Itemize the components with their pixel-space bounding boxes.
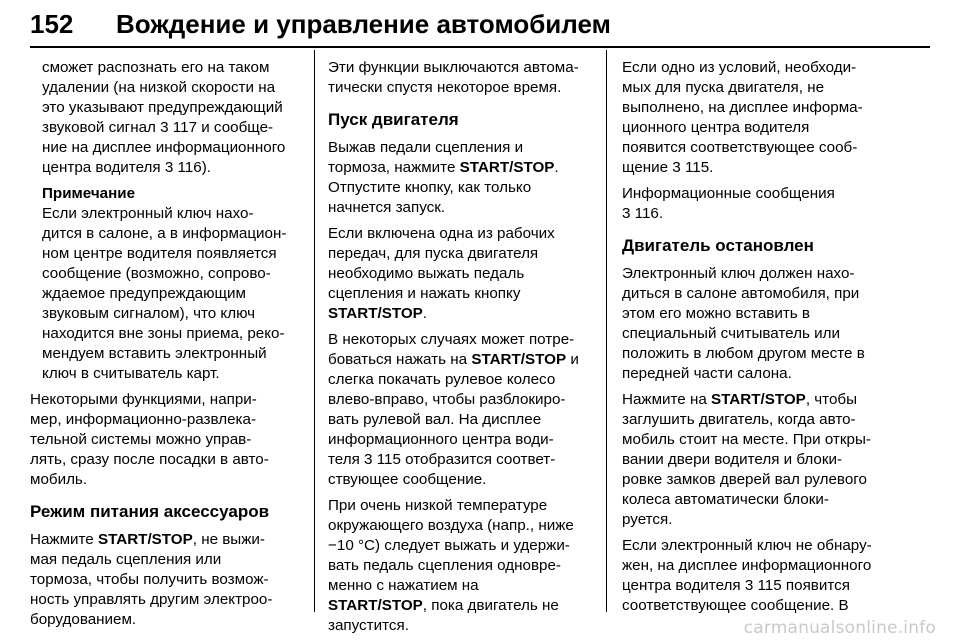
- note-block: [30, 184, 306, 384]
- text-line: выполнено, на дисплее информа-: [622, 99, 863, 116]
- text-line: влево-вправо, чтобы разблокиро-: [328, 391, 566, 408]
- text-line: боваться нажать на START/STOP и: [328, 351, 579, 368]
- text-line: звуковой сигнал 3 117 и сообще-: [42, 119, 274, 136]
- text-line: щение 3 115.: [622, 159, 714, 176]
- text-line: Нажмите START/STOP, не выжи-: [30, 531, 265, 548]
- button-name: START/STOP: [97, 531, 193, 548]
- text-line: теля 3 115 отобразится соответ-: [328, 451, 556, 468]
- text-line: появится соответствующее сооб-: [622, 139, 858, 156]
- text-line: тически спустя некоторое время.: [328, 79, 562, 96]
- text-line: необходимо выжать педаль: [328, 265, 525, 282]
- text-line: дится в салоне, а в информацион-: [42, 225, 287, 242]
- header-rule: [30, 46, 930, 48]
- paragraph: [622, 184, 894, 224]
- text-line: В некоторых случаях может потре-: [328, 331, 575, 348]
- text-line: ключ в считыватель карт.: [42, 365, 220, 382]
- text-line: этом его можно вставить в: [622, 305, 810, 322]
- paragraph: [328, 330, 590, 490]
- paragraph: [622, 390, 894, 530]
- text-line: ждаемое предупреждающим: [42, 285, 246, 302]
- text-line: вать педаль сцепления одновре-: [328, 557, 561, 574]
- text-line: центра водителя 3 116).: [42, 159, 211, 176]
- page-number: 152: [30, 9, 74, 39]
- text-line: Некоторыми функциями, напри-: [30, 391, 257, 408]
- page-title: Вождение и управление автомобилем: [116, 9, 611, 39]
- text-line: При очень низкой температуре: [328, 497, 548, 514]
- note-title: Примечание: [42, 185, 136, 202]
- paragraph: [30, 530, 306, 630]
- text-line: соответствующее сообщение. В: [622, 597, 849, 614]
- section-heading-engine-off: Двигатель остановлен: [622, 236, 814, 255]
- text-line: Электронный ключ должен нахо-: [622, 265, 855, 282]
- text-line: ствующее сообщение.: [328, 471, 487, 488]
- button-name: START/STOP: [328, 305, 423, 322]
- text-line: положить в любом другом месте в: [622, 345, 865, 362]
- button-name: START/STOP: [328, 597, 423, 614]
- text-line: ние на дисплее информационного: [42, 139, 286, 156]
- text-line: менно с нажатием на: [328, 577, 479, 594]
- text-line: звуковым сигналом), что ключ: [42, 305, 256, 322]
- text-line: мендуем вставить электронный: [42, 345, 267, 362]
- text-line: сообщение (возможно, сопрово-: [42, 265, 271, 282]
- text-line: запустится.: [328, 617, 409, 634]
- text-line: Выжав педали сцепления и: [328, 139, 524, 156]
- paragraph: [622, 58, 894, 178]
- text-line: начнется запуск.: [328, 199, 446, 216]
- text-line: колеса автоматически блоки-: [622, 491, 829, 508]
- button-name: START/STOP: [459, 159, 555, 176]
- text-line: слегка покачать рулевое колесо: [328, 371, 556, 388]
- paragraph: [328, 58, 590, 98]
- text-line: мых для пуска двигателя, не: [622, 79, 825, 96]
- text-line: сможет распознать его на таком: [42, 59, 270, 76]
- paragraph: [328, 138, 590, 218]
- text-line: Отпустите кнопку, как только: [328, 179, 532, 196]
- section-heading-accessory-mode: Режим питания аксессуаров: [30, 502, 270, 521]
- text-line: тельной системы можно управ-: [30, 431, 252, 448]
- text-line: ровке замков дверей вал рулевого: [622, 471, 867, 488]
- paragraph: [328, 496, 590, 636]
- text-line: диться в салоне автомобиля, при: [622, 285, 860, 302]
- paragraph: [622, 536, 894, 616]
- text-line: вании двери водителя и блоки-: [622, 451, 843, 468]
- text-line: специальный считыватель или: [622, 325, 840, 342]
- text-line: руется.: [622, 511, 673, 528]
- page-header: [30, 4, 930, 50]
- text-line: вать рулевой вал. На дисплее: [328, 411, 542, 428]
- text-line: Информационные сообщения: [622, 185, 835, 202]
- column-divider-2: [606, 50, 607, 612]
- text-line: передней части салона.: [622, 365, 792, 382]
- text-line: START/STOP.: [328, 305, 428, 322]
- text-line: тормоза, нажмите START/STOP.: [328, 159, 559, 176]
- watermark: carmanualsonline.info: [743, 618, 936, 638]
- text-line: Если включена одна из рабочих: [328, 225, 555, 242]
- text-line: Эти функции выключаются автома-: [328, 59, 579, 76]
- text-line: сцепления и нажать кнопку: [328, 285, 521, 302]
- column-3: [622, 58, 894, 616]
- text-line: это указывают предупреждающий: [42, 99, 283, 116]
- button-name: START/STOP: [711, 391, 806, 408]
- paragraph: [328, 224, 590, 324]
- text-line: передач, для пуска двигателя: [328, 245, 539, 262]
- text-line: борудованием.: [30, 611, 137, 628]
- text-line: центра водителя 3 115 появится: [622, 577, 850, 594]
- continued-paragraph: [30, 58, 306, 178]
- column-1: [30, 58, 306, 630]
- text-line: Если электронный ключ нахо-: [42, 205, 254, 222]
- button-name: START/STOP: [471, 351, 567, 368]
- text-line: Если электронный ключ не обнару-: [622, 537, 872, 554]
- text-line: −10 °C) следует выжать и удержи-: [328, 537, 570, 554]
- text-line: START/STOP, пока двигатель не: [328, 597, 559, 614]
- text-line: тормоза, чтобы получить возмож-: [30, 571, 269, 588]
- text-line: мая педаль сцепления или: [30, 551, 222, 568]
- text-line: 3 116.: [622, 205, 664, 222]
- text-line: лять, сразу после посадки в авто-: [30, 451, 269, 468]
- paragraph: [30, 390, 306, 490]
- text-line: находится вне зоны приема, реко-: [42, 325, 285, 342]
- text-line: мобиль стоит на месте. При откры-: [622, 431, 871, 448]
- text-line: мер, информационно-развлека-: [30, 411, 257, 428]
- text-line: мобиль.: [30, 471, 88, 488]
- text-line: заглушить двигатель, когда авто-: [622, 411, 856, 428]
- column-2: [328, 58, 590, 636]
- text-line: ном центре водителя появляется: [42, 245, 277, 262]
- paragraph: [622, 264, 894, 384]
- text-line: ционного центра водителя: [622, 119, 810, 136]
- column-divider-1: [314, 50, 315, 612]
- text-line: информационного центра води-: [328, 431, 554, 448]
- text-line: Если одно из условий, необходи-: [622, 59, 857, 76]
- text-line: ность управлять другим электроо-: [30, 591, 273, 608]
- text-line: Нажмите на START/STOP, чтобы: [622, 391, 858, 408]
- text-line: окружающего воздуха (напр., ниже: [328, 517, 574, 534]
- text-line: жен, на дисплее информационного: [622, 557, 872, 574]
- section-heading-engine-start: Пуск двигателя: [328, 110, 459, 129]
- text-line: удалении (на низкой скорости на: [42, 79, 276, 96]
